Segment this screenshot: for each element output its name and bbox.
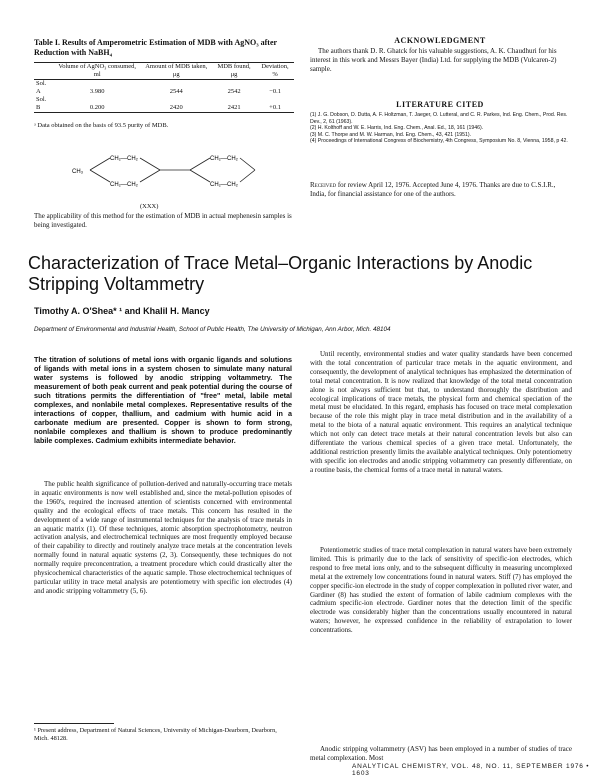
acknowledgment-text: The authors thank D. R. Ghatck for his valuable suggestions, A. K. Chaudhuri for his interest in this work and Messrs Bayer (India) Ltd. for supplying the MDB (Vulcaren-2) sample.: [310, 47, 557, 73]
reference-list: [310, 112, 572, 145]
applicability-text: The applicability of this method for the estimation of MDB in actual mephenesin samples is being investigated.: [34, 212, 292, 229]
chemical-structure: [70, 140, 270, 200]
table-row: Sol. A 3.980 2544 2542 −0.1: [36, 80, 281, 95]
table-header: Volume of AgNO₃ consumed, ml: [54, 63, 141, 80]
body-paragraph: Until recently, environmental studies and water quality standards have been concerned with the total concentration of particular trace metals in the aquatic environment, and consequently, the development of analytical techniques has emphasized the determination of total metal concentration. It is now realized that knowledge of the total metal concentration alone is not always sufficient but that, to understand thoroughly the distribution and ecological implications of trace metals, the physical form and chemical speciation of the metal must be elucidated. In this regard, emphasis has focused on trace metal complexation because of the role this might play in trace metal distribution and in the availability of a metal to the biota of a natural aquatic environment. This requires an analytical technique which not only can detect trace metals at their natural concentration levels but also can differentiate the various chemical species of a given trace metal. Unfortunately, the additional restriction presently limits the available analytical techniques. Only potentiometry with specific ion electrodes and anodic stripping voltammetry can presently differentiate, on a routine basis, the chemical forms of a trace metal in natural waters.: [310, 350, 572, 474]
body-paragraph: Anodic stripping voltammetry (ASV) has been employed in a number of studies of trace metal complexation. Most: [310, 745, 572, 762]
structure-group-right-lower: CH₂—CH₂: [210, 182, 238, 188]
table-header: Deviation, %: [256, 63, 294, 80]
article-abstract: The titration of solutions of metal ions with organic ligands and solutions of ligands with metal ions in a system chosen to simulate many natural water systems is followed by anodic stripping voltammetry. The measurement of both peak current and peak potential during the course of such titrations permits the differentiation of "free" metal, labile metal complexes, and nonlabile metal complexes. Representative results of the interactions of copper, thallium, and cadmium with humic acid in a carbonate medium are presented. Copper is shown to form strong, nonlabile complexes and thallium is shown to produce predominantly labile complexes. Cadmium exhibits intermediate behavior.: [34, 355, 292, 445]
results-table: [34, 62, 294, 113]
table-row: Sol. B 0.200 2420 2421 +0.1: [34, 96, 294, 113]
acknowledgment-heading: ACKNOWLEDGMENT: [394, 36, 486, 45]
structure-methyl: CH₃: [72, 169, 84, 175]
table-note: ᵃ Data obtained on the basis of 93.5 purity of MDB.: [34, 122, 169, 129]
received-text: for review April 12, 1976. Accepted June 4, 1976. Thanks are due to C.S.I.R., India, for financial assistance for one of the authors.: [310, 181, 556, 198]
structure-group-right: CH₂—CH₂: [210, 156, 238, 162]
article-title: Characterization of Trace Metal–Organic Interactions by Anodic Stripping Voltammetry: [28, 253, 533, 294]
reference-item: (3) M. C. Thorpe and M. W. Harman, Ind. Eng. Chem., 43, 421 (1951).: [310, 131, 472, 138]
reference-item: (2) H. Kolthoff and W. E. Harris, Ind. Eng. Chem., Anal. Ed., 18, 161 (1946).: [310, 125, 484, 132]
reference-item: (4) Proceedings of International Congress of Biochemistry, 4th Congress, Symposium No. 8, Vienna, 1958, p 42.: [310, 138, 568, 145]
article-authors: Timothy A. O'Shea* ¹ and Khalil H. Mancy: [34, 306, 210, 316]
received-label: Received: [310, 181, 337, 189]
received-note: [310, 181, 572, 199]
body-paragraph: Potentiometric studies of trace metal complexation in natural waters have been extremely limited. This is primarily due to the lack of sensitivity of specific-ion electrodes, which respond to free metal ions only, and to the subsequent difficulty in measuring uncomplexed metal at the extremely low concentrations found in natural waters. Stiff (7) has employed the copper specific-ion electrode in the study of copper complexation in polluted river water, and Gardiner (8) has studied the extent of formation of labile cadmium complexes with the cadmium specific-ion electrode. Gardiner notes that the detection limit of the specific electrode was considerably higher than the concentrations usually encountered in natural waters; however, he expressed confidence in the reliability of extrapolation to lower concentrations.: [310, 546, 572, 635]
table-header: Amount of MDB taken, μg: [141, 63, 213, 80]
reference-item: (1) J. G. Dobson, D. Dutta, A. F. Holtzman, T. Jaeger, O. Lutteral, and C. R. Parkes, Ind. Eng. Chem., Prod. Res. Dev., 2, 61 (1963).: [310, 112, 568, 125]
footnote: ¹ Present address, Department of Natural Sciences, University of Michigan-Dearborn, Dearborn, Mich. 48128.: [34, 727, 277, 742]
article-affiliation: Department of Environmental and Industrial Health, School of Public Health, The University of Michigan, Ann Arbor, Mich. 48104: [34, 326, 391, 333]
body-paragraph: The public health significance of pollution-derived and naturally-occurring trace metals in aquatic environments is now well established and, since the metal-pollution episodes of the 1960's, required the increased attention of scientists concerned with environmental quality and the ecological effects of trace metals. This concern has resulted in the development of a wide range of instrumental techniques for the analysis of trace metals in an aquatic matrix (1). Of these techniques, atomic absorption spectrophotometry, neutron activation analysis, and electrochemical techniques are most frequently employed because of their capability to directly and routinely analyze trace metals at the concentration levels normally found in natural aquatic systems (2, 3). Consequently, these techniques do not normally require preconcentration, a treatment procedure which could drastically alter the physicochemical characteristics of the aquatic sample. Those electrochemical techniques of particular utility in trace metal analysis are potentiometry with specific ion electrodes (4) and anodic stripping voltammetry (5, 6).: [34, 480, 292, 595]
structure-caption: (XXX): [140, 203, 159, 210]
structure-group-left: CH₂—CH₂: [110, 156, 138, 162]
literature-heading: LITERATURE CITED: [396, 100, 484, 109]
footnote-divider: [34, 723, 114, 724]
table-title: Table I. Results of Amperometric Estimation of MDB with AgNO₃ after Reduction with NaBH₄: [34, 38, 277, 57]
structure-group-left-lower: CH₂—CH₂: [110, 182, 138, 188]
table-header: [34, 63, 54, 80]
table-header: MDB found, μg: [212, 63, 256, 80]
journal-footer: ANALYTICAL CHEMISTRY, VOL. 48, NO. 11, SEPTEMBER 1976 • 1603: [352, 763, 590, 777]
